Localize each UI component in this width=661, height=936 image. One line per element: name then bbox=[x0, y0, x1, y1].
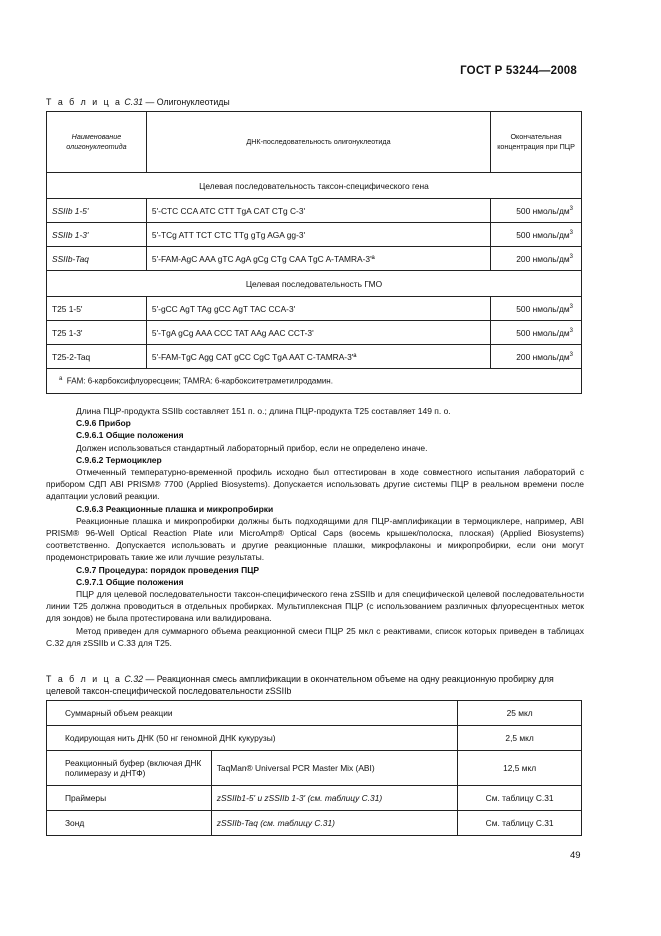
mix-volume: 12,5 мкл bbox=[458, 751, 582, 786]
table-footnote-row bbox=[47, 369, 582, 394]
oligo-name: T25-2-Taq bbox=[47, 345, 147, 369]
oligo-concentration: 500 нмоль/$дм^3$ bbox=[491, 297, 582, 321]
oligonucleotides-table bbox=[46, 111, 582, 394]
mix-reagent: zSSIIb-Taq (см. таблицу С.31) bbox=[211, 811, 457, 836]
body-text bbox=[46, 405, 584, 649]
mix-component: Реакционный буфер (включая ДНК полимеразу и дНТФ) bbox=[47, 751, 212, 786]
table-row bbox=[47, 345, 582, 369]
mix-volume: См. таблицу С.31 bbox=[458, 786, 582, 811]
mix-component: Зонд bbox=[47, 811, 212, 836]
section-title: Целевая последовательность ГМО bbox=[47, 271, 582, 297]
table32-caption-num: С.32 bbox=[124, 674, 143, 684]
table-row bbox=[47, 786, 582, 811]
oligo-name: SSIIb 1-5' bbox=[47, 199, 147, 223]
table-row bbox=[47, 811, 582, 836]
oligo-concentration: 500 нмоль/$дм^3$ bbox=[491, 223, 582, 247]
table31-caption bbox=[46, 97, 230, 109]
section-heading: С.9.7 Процедура: порядок проведения ПЦР bbox=[76, 564, 260, 575]
oligo-name: SSIIb 1-3' bbox=[47, 223, 147, 247]
oligo-name: SSIIb-Taq bbox=[47, 247, 147, 271]
mix-component: Праймеры bbox=[47, 786, 212, 811]
oligo-name: T25 1-3' bbox=[47, 321, 147, 345]
paragraph: Отмеченный температурно-временной профиль исходно был оттестирован в ходе совместного испытания лабораторий с прибором СДП ABI PRISM® 7700 (Applied Biosystems). Допускается использовать другие системы ПЦР в реальном времени после адаптации условий реакции. bbox=[46, 467, 584, 502]
mix-component: Суммарный объем реакции bbox=[47, 701, 458, 726]
section-heading: С.9.6 Прибор bbox=[76, 418, 131, 429]
table-row bbox=[47, 751, 582, 786]
mix-component: Кодирующая нить ДНК (50 нг геномной ДНК кукурузы) bbox=[47, 726, 458, 751]
col-header-sequence: ДНК-последовательность олигонуклеотида bbox=[146, 112, 490, 173]
mix-reagent: zSSIIb1-5' и zSSIIb 1-3' (см. таблицу С.31) bbox=[211, 786, 457, 811]
paragraph: Метод приведен для суммарного объема реакционной смеси ПЦР 25 мкл с реактивами, список которых приведен в таблицах С.32 для zSSIIb и С.33 для T25. bbox=[46, 625, 584, 648]
oligo-sequence: 5'-FAM-TgC Agg CAT gCC CgC TgA AAT C-TAMRA-3'ª bbox=[146, 345, 490, 369]
section-title: Целевая последовательность таксон-специфического гена bbox=[47, 173, 582, 199]
section-heading: С.9.7.1 Общие положения bbox=[76, 576, 184, 587]
table-row bbox=[47, 726, 582, 751]
table-header-row bbox=[47, 112, 582, 173]
paragraph: Реакционные плашка и микропробирки должны быть подходящими для ПЦР-амплификации в термоциклере, например, ABI PRISM® 96-Well Optical Reaction Plate или MicroAmp® Optical Caps (восемь крышек/полоска, плоская) (Applied Biosystems) соответственно. Допускается использовать и другие реакционные плашки, микрофлаконы и микропробирки, если они могут продемонстрировать такие же или лучшие результаты. bbox=[46, 515, 584, 563]
paragraph: ПЦР для целевой последовательности таксон-специфического гена zSSIIb и для специфической целевой последовательности линии T25 должна проводиться в отдельных пробирках. Мультиплексная ПЦР (с использованием различных флуоресцентных меток для зондов) не была протестирована или валидирована. bbox=[46, 589, 584, 624]
table-row bbox=[47, 199, 582, 223]
table32-caption bbox=[46, 674, 586, 697]
oligo-sequence: 5'-FAM-AgC AAA gTC AgA gCg CTg CAA TgC A-TAMRA-3'ª bbox=[146, 247, 490, 271]
section-row bbox=[47, 173, 582, 199]
oligo-sequence: 5'-TgA gCg AAA CCC TAT AAg AAC CCT-3' bbox=[146, 321, 490, 345]
table-row bbox=[47, 223, 582, 247]
page-number: 49 bbox=[570, 850, 581, 861]
section-heading: С.9.6.1 Общие положения bbox=[76, 430, 184, 441]
oligo-concentration: 500 нмоль/$дм^3$ bbox=[491, 199, 582, 223]
standard-header: ГОСТ Р 53244—2008 bbox=[460, 65, 577, 77]
reaction-mix-table bbox=[46, 700, 582, 836]
section-heading: С.9.6.2 Термоциклер bbox=[76, 454, 162, 465]
paragraph: Длина ПЦР-продукта SSIIb составляет 151 п. о.; длина ПЦР-продукта T25 составляет 149 п. о. bbox=[76, 406, 451, 416]
col-header-name: Наименование олигонуклеотида bbox=[47, 112, 147, 173]
table31-caption-title: — Олигонуклеотиды bbox=[145, 97, 230, 107]
oligo-name: T25 1-5' bbox=[47, 297, 147, 321]
table32-caption-title: — Реакционная смесь амплификации в окончательном объеме на одну реакционную пробирку для целевой таксон-специфической последовательности zSSIIb bbox=[46, 674, 554, 696]
table-row bbox=[47, 297, 582, 321]
mix-volume: 2,5 мкл bbox=[458, 726, 582, 751]
mix-volume: См. таблицу С.31 bbox=[458, 811, 582, 836]
table32-caption-label: Т а б л и ц а bbox=[46, 674, 122, 684]
oligo-sequence: 5'-gCC AgT TAg gCC AgT TAC CCA-3' bbox=[146, 297, 490, 321]
table-row bbox=[47, 321, 582, 345]
col-header-concentration: Окончательная концентрация при ПЦР bbox=[491, 112, 582, 173]
oligo-concentration: 200 нмоль/$дм^3$ bbox=[491, 247, 582, 271]
table-footnote: $^a$ FAM: 6-карбоксифлуоресцеин; TAMRA: 6-карбокситетраметилродамин. bbox=[47, 369, 582, 394]
mix-reagent: TaqMan® Universal PCR Master Mix (ABI) bbox=[211, 751, 457, 786]
oligo-concentration: 500 нмоль/$дм^3$ bbox=[491, 321, 582, 345]
table-row bbox=[47, 247, 582, 271]
section-row bbox=[47, 271, 582, 297]
oligo-sequence: 5'-CTC CCA ATC CTT TgA CAT CTg C-3' bbox=[146, 199, 490, 223]
paragraph: Должен использоваться стандартный лабораторный прибор, если не определено иначе. bbox=[76, 442, 428, 453]
section-heading: С.9.6.3 Реакционные плашка и микропробирки bbox=[76, 503, 274, 514]
oligo-concentration: 200 нмоль/$дм^3$ bbox=[491, 345, 582, 369]
oligo-sequence: 5'-TCg ATT TCT CTC TTg gTg AGA gg-3' bbox=[146, 223, 490, 247]
table-row bbox=[47, 701, 582, 726]
table31-caption-num: С.31 bbox=[124, 97, 143, 107]
table31-caption-label: Т а б л и ц а bbox=[46, 97, 122, 107]
mix-volume: 25 мкл bbox=[458, 701, 582, 726]
